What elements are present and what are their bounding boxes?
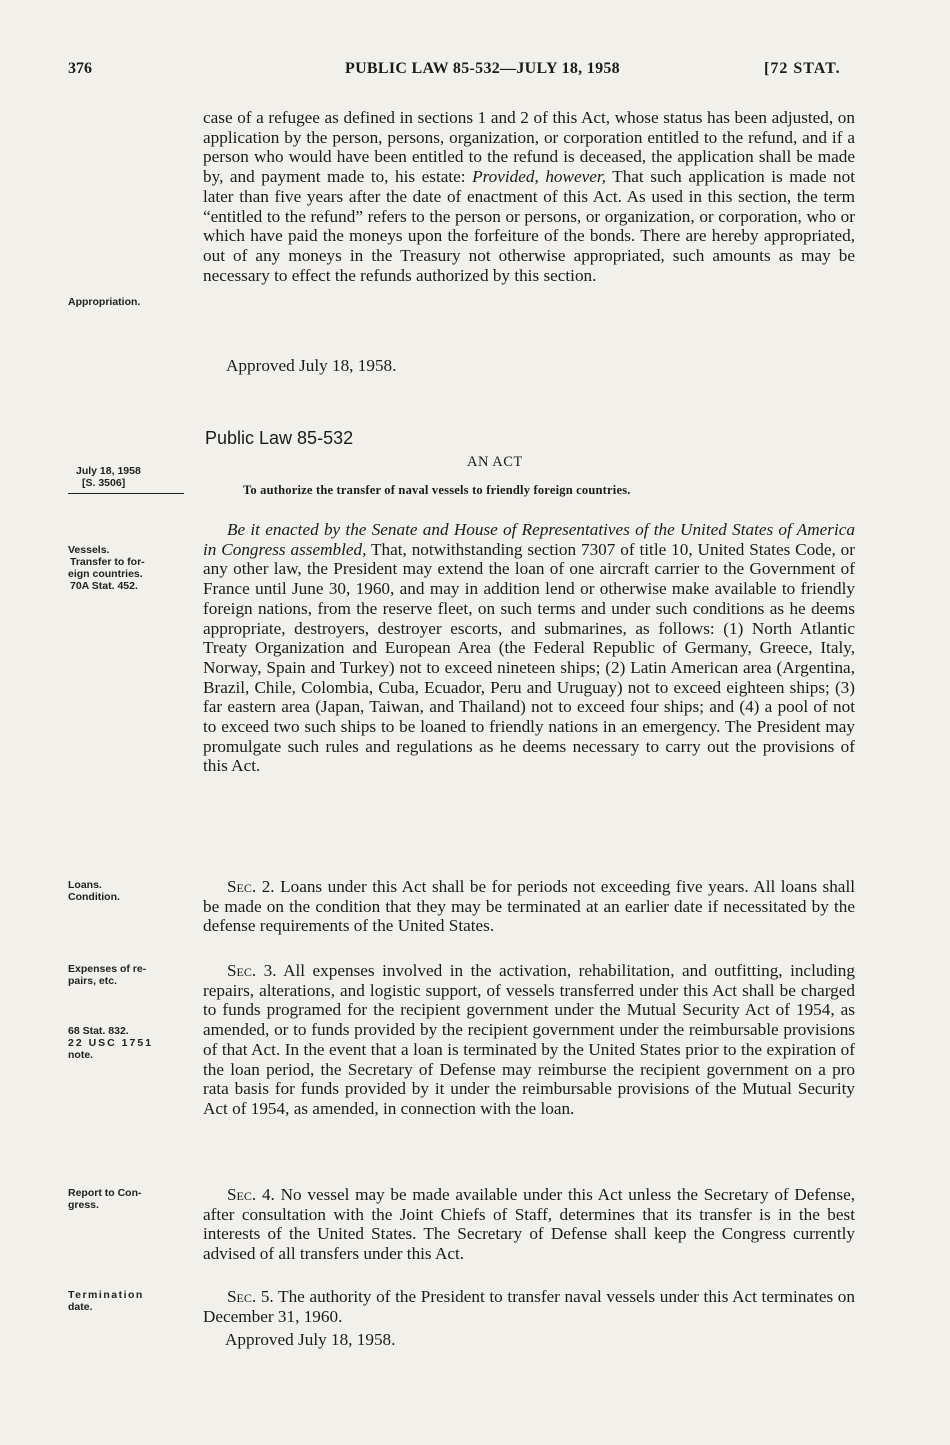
date-rule-divider xyxy=(68,493,184,494)
margin-note-report xyxy=(68,1187,142,1211)
margin-note-date xyxy=(76,465,141,489)
margin-note-line: 70A Stat. 452. xyxy=(70,580,138,592)
section-4-label: Sec. 4. xyxy=(227,1185,275,1204)
margin-note-line: 22 USC 1751 xyxy=(68,1037,154,1049)
margin-note-line: Expenses of re- xyxy=(68,963,147,975)
approved-line-2: Approved July 18, 1958. xyxy=(225,1330,396,1349)
enacting-clause xyxy=(203,520,855,776)
enacting-text: That, notwithstanding section 7307 of title 10, United States Code, or any other law, the President may extend the loan of one aircraft carrier to the Government of France until June 30, 1960, and may in addition lend or otherwise make available to friendly foreign nations, from the reserve fleet, on such terms and under such conditions as he deems appropriate, destroyers, destroyer escorts, and submarines, as follows: (1) North Atlantic Treaty Organization and European Area (the Federal Republic of Germany, Greece, Italy, Norway, Spain and Turkey) not to exceed nineteen ships; (2) Latin American area (Argentina, Brazil, Chile, Colombia, Cuba, Ecuador, Peru and Uruguay) not to exceed eighteen ships; (3) far eastern area (Japan, Taiwan, and Thailand) not to exceed four ships; and (4) a pool of not to exceed two such ships to be loaned to friendly nations in an emergency. The President may promulgate such rules and regulations as he deems necessary to carry out the provisions of this Act. xyxy=(203,539,855,776)
section-3-text: All expenses involved in the activation, rehabilitation, and outfitting, including repairs, alterations, and logistic support, of vessels transferred under this Act shall be charged to funds programed for the recipient government under the Mutual Security Act of 1954, as amended, or to funds provided by the recipient government under the reimbursable provisions of that Act. In the event that a loan is terminated by the United States prior to the expiration of the loan period, the Secretary of Defense may reimburse the recipient government on a pro rata basis for funds provided by it under the reimbursable provisions of the Mutual Security Act of 1954, as amended, in connection with the loan. xyxy=(203,961,855,1118)
section-5-label: Sec. 5. xyxy=(227,1287,274,1306)
proviso-italic: Provided, however, xyxy=(472,167,606,187)
section-5 xyxy=(203,1287,855,1326)
margin-note-appropriation xyxy=(68,296,140,308)
section-2-text: Loans under this Act shall be for periods not exceeding five years. All loans shall be made on the condition that they may be terminated at an earlier date if necessitated by the defense requirements of the United States. xyxy=(203,877,855,936)
margin-note-vessels xyxy=(68,544,145,592)
margin-note-line: Condition. xyxy=(68,891,120,903)
margin-note-statute xyxy=(68,1025,153,1061)
margin-note-expenses xyxy=(68,963,146,987)
public-law-number: Public Law 85-532 xyxy=(205,428,354,448)
margin-note-line: note. xyxy=(68,1049,94,1061)
section-2-label: Sec. 2. xyxy=(227,877,275,896)
margin-note-loans xyxy=(68,879,120,903)
page-header xyxy=(0,60,950,84)
margin-note-line: gress. xyxy=(68,1199,99,1211)
an-act-heading: AN ACT xyxy=(467,454,523,470)
margin-note-line: Vessels. xyxy=(68,544,110,556)
margin-note-line: 68 Stat. 832. xyxy=(68,1025,129,1037)
section-2 xyxy=(203,877,855,936)
act-purpose: To authorize the transfer of naval vessels to friendly foreign countries. xyxy=(243,483,631,497)
margin-note-line: Report to Con- xyxy=(68,1187,142,1199)
section-4-text: No vessel may be made available under this Act unless the Secretary of Defense, after consultation with the Joint Chiefs of Staff, determines that its transfer is in the best interests of the United States. The Secretary of Defense shall keep the Congress currently advised of all transfers under this Act. xyxy=(203,1185,855,1264)
page-number: 376 xyxy=(68,60,92,77)
margin-note-line: Loans. xyxy=(68,879,102,891)
margin-note-line: eign countries. xyxy=(68,568,143,580)
margin-note-line: Appropriation. xyxy=(68,296,141,308)
stat-reference: [72 STAT. xyxy=(764,60,841,77)
enacting-formula: Be it enacted by the Senate and House of Representatives of the United States of America in Congress assembled, xyxy=(203,520,855,559)
margin-note-line: date. xyxy=(68,1301,93,1313)
continuation-text-2: That such application is made not later than five years after the date of enactment of this Act. As used in this section, the term “entitled to the refund” refers to the person or persons, or organization, or corporation, who or which have paid the moneys upon the forfeiture of the bonds. There are hereby appropriated, out of any moneys in the Treasury not otherwise appropriated, such amounts as may be necessary to effect the refunds authorized by this section. xyxy=(203,167,855,285)
margin-note-line: Termination xyxy=(68,1289,144,1301)
header-title: PUBLIC LAW 85-532—JULY 18, 1958 xyxy=(345,60,620,77)
act-date: July 18, 1958 xyxy=(76,465,141,477)
margin-note-line: Transfer to for- xyxy=(70,556,145,568)
section-3-label: Sec. 3. xyxy=(227,961,277,980)
section-3 xyxy=(203,961,855,1119)
continuation-text-1: case of a refugee as defined in sections 1 and 2 of this Act, whose status has been adjusted, on application by the person, persons, organization, or corporation entitled to the refund, and if a person who would have been entitled to the refund is deceased, the application shall be made by, and payment made to, his estate: xyxy=(203,108,855,187)
approved-line-1: Approved July 18, 1958. xyxy=(226,356,397,375)
section-5-text: The authority of the President to transfer naval vessels under this Act terminates on December 31, 1960. xyxy=(203,1287,855,1326)
bill-number: [S. 3506] xyxy=(82,477,126,489)
margin-note-termination xyxy=(68,1289,144,1313)
section-4 xyxy=(203,1185,855,1264)
margin-note-line: pairs, etc. xyxy=(68,975,118,987)
continuation-paragraph xyxy=(203,108,855,285)
